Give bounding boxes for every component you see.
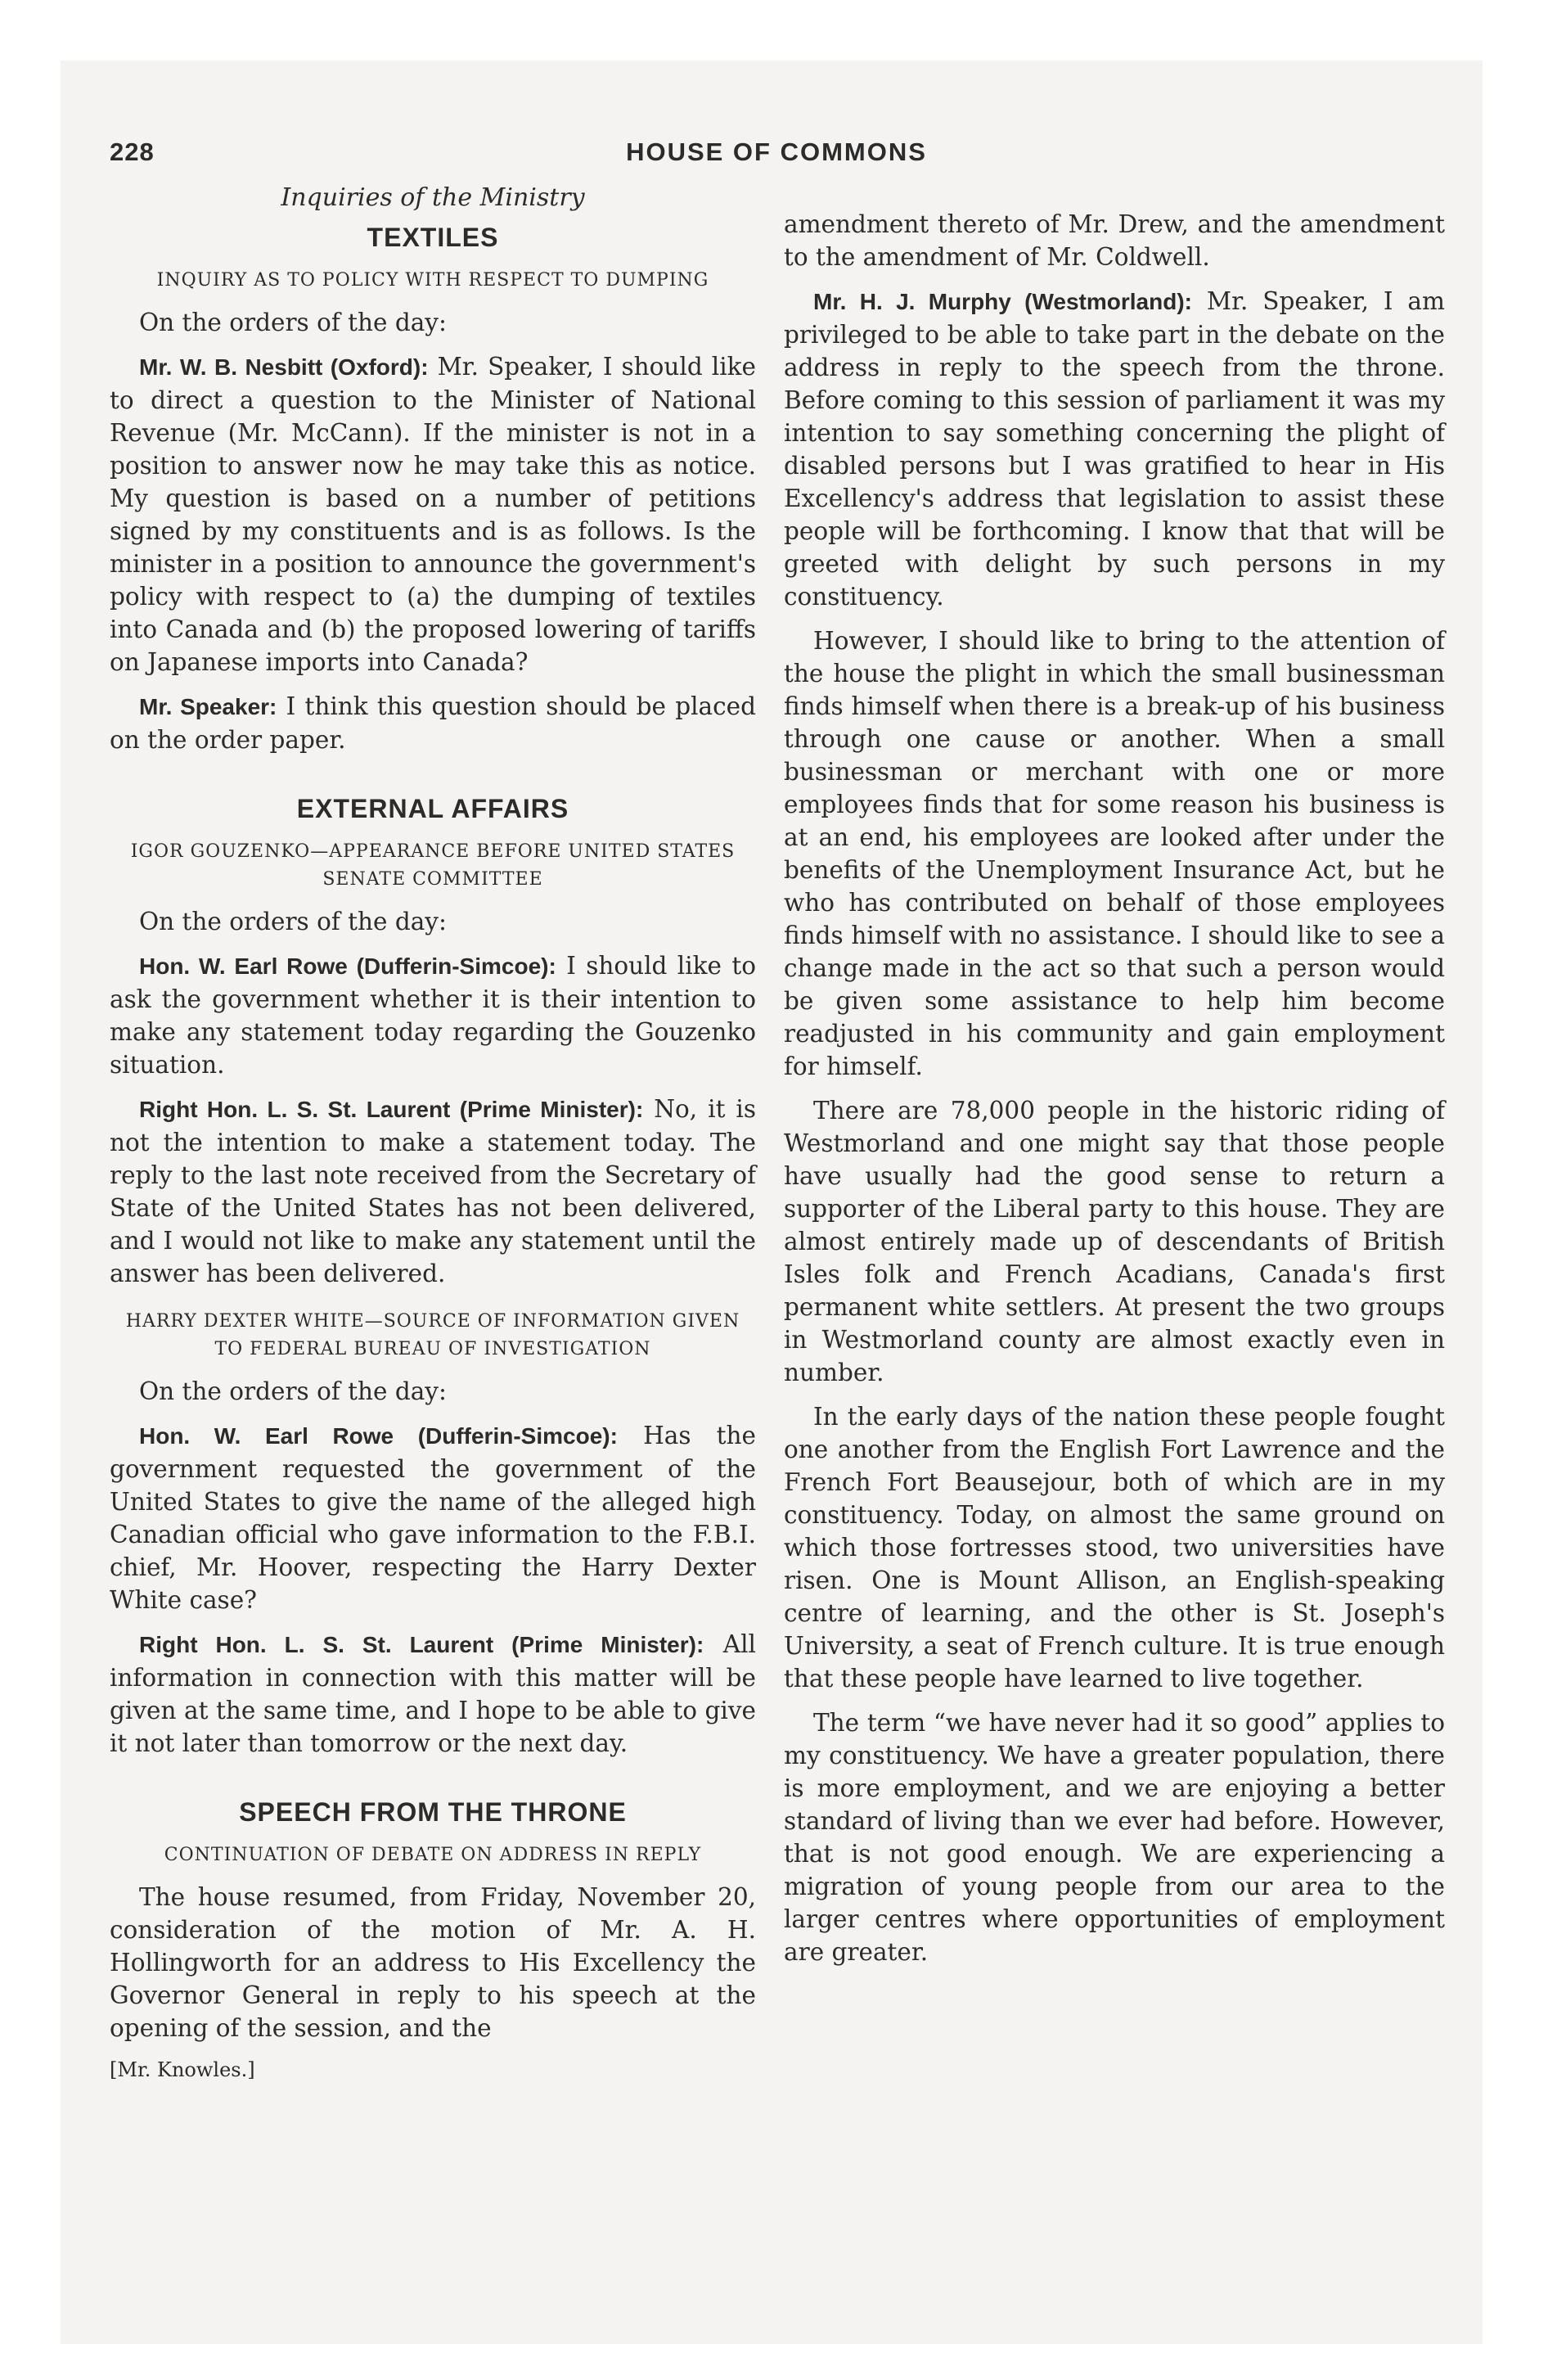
harry-dexter-white-subheading: HARRY DEXTER WHITE—SOURCE OF INFORMATION GIVEN TO FEDERAL BUREAU OF INVESTIGATION xyxy=(125,1311,740,1359)
footer-note: [Mr. Knowles.] xyxy=(110,2058,255,2081)
speaker-name: Mr. W. B. Nesbitt (Oxford): xyxy=(139,354,429,380)
speech-paragraph xyxy=(110,949,756,1081)
speech-paragraph xyxy=(784,285,1445,613)
speech-text: Mr. Speaker, I should like to direct a question to the Minister of National Revenue (Mr. McCann). If the minister is not in a position to answer now he may take this as notice. My question is based on a number of petitions signed by my constituents and is as follows. Is the minister in a position to announce the government's policy with respect to (a) the dumping of textiles into Canada and (b) the proposed lowering of tariffs on Japanese imports into Canada? xyxy=(110,353,756,676)
speaker-name: Right Hon. L. S. St. Laurent (Prime Minister): xyxy=(139,1097,644,1122)
orders-of-the-day: On the orders of the day: xyxy=(139,309,447,336)
speaker-name: Hon. W. Earl Rowe (Dufferin-Simcoe): xyxy=(139,953,556,979)
speech-paragraph xyxy=(110,1419,756,1616)
speech-paragraph xyxy=(110,350,756,678)
running-head: HOUSE OF COMMONS xyxy=(626,137,927,166)
speech-paragraph xyxy=(110,1093,756,1290)
page-number: 228 xyxy=(110,137,155,166)
external-affairs-heading: EXTERNAL AFFAIRS xyxy=(296,794,569,823)
speech-text: No, it is not the intention to make a statement today. The reply to the last note received from the Secretary of State of the United States has not been delivered, and I would not like to make any statement until the answer has been delivered. xyxy=(110,1095,756,1287)
throne-subheading: CONTINUATION OF DEBATE ON ADDRESS IN REPLY xyxy=(164,1845,702,1865)
textiles-heading: TEXTILES xyxy=(367,223,499,252)
speech-paragraph xyxy=(110,1628,756,1760)
inquiries-heading: Inquiries of the Ministry xyxy=(281,183,585,212)
gouzenko-subheading: IGOR GOUZENKO—APPEARANCE BEFORE UNITED STATES SENATE COMMITTEE xyxy=(130,841,736,890)
right-column xyxy=(784,208,1445,1968)
body-paragraph: However, I should like to bring to the attention of the house the plight in which the small businessman finds himself when there is a break-up of his business through one cause or another. When a small businessman or merchant with one or more employees finds that for some reason his business is at an end, his employees are looked after under the benefits of the Unemployment Insurance Act, but he who has contributed on behalf of those employees finds himself with no assistance. I should like to see a change made in the act so that such a person would be given some assistance to help him become readjusted in his community and gain employment for himself. xyxy=(784,627,1445,1080)
speaker-name: Right Hon. L. S. St. Laurent (Prime Minister): xyxy=(139,1632,704,1657)
speaker-name: Mr. Speaker: xyxy=(139,694,277,719)
speech-from-throne-heading: SPEECH FROM THE THRONE xyxy=(239,1797,627,1827)
debate-paragraph: The house resumed, from Friday, November 20, consideration of the motion of Mr. A. H. Hollingworth for an address to His Excellency the Governor General in reply to his speech at the opening of the session, and the xyxy=(110,1883,756,2042)
speech-text: I should like to ask the government whether it is their intention to make any statement today regarding the Gouzenko situation. xyxy=(110,952,757,1079)
page-header xyxy=(110,137,1443,174)
speech-paragraph xyxy=(110,690,756,756)
speaker-name: Mr. H. J. Murphy (Westmorland): xyxy=(813,289,1192,314)
body-paragraph: The term “we have never had it so good” applies to my constituency. We have a greater population, there is more employment, and we are enjoying a better standard of living than we ever had before. However, that is not good enough. We are experiencing a migration of young people from our area to the larger centres where opportunities of employment are greater. xyxy=(784,1709,1445,1966)
orders-of-the-day: On the orders of the day: xyxy=(139,1377,447,1405)
body-paragraph: There are 78,000 people in the historic riding of Westmorland and one might say that those people have usually had the good sense to return a supporter of the Liberal party to this house. They are almost entirely made up of descendants of British Isles folk and French Acadians, Canada's first permanent white settlers. At present the two groups in Westmorland county are almost exactly even in number. xyxy=(784,1097,1445,1386)
speech-text: I think this question should be placed on the order paper. xyxy=(110,692,756,754)
speaker-name: Hon. W. Earl Rowe (Dufferin-Simcoe): xyxy=(139,1423,618,1449)
left-column xyxy=(110,182,756,2084)
body-paragraph: In the early days of the nation these people fought one another from the English Fort Lawrence and the French Fort Beausejour, both of which are in my constituency. Today, on almost the same ground on which those fortresses stood, two universities have risen. One is Mount Allison, an English-speaking centre of learning, and the other is St. Joseph's University, a seat of French culture. It is true enough that these people have learned to live together. xyxy=(784,1403,1445,1693)
continuation-paragraph: amendment thereto of Mr. Drew, and the amendment to the amendment of Mr. Coldwell. xyxy=(784,210,1445,271)
speech-text: Has the government requested the government of the United States to give the name of the alleged high Canadian official who gave information to the F.B.I. chief, Mr. Hoover, respecting the Harry Dexter White case? xyxy=(110,1422,756,1614)
orders-of-the-day: On the orders of the day: xyxy=(139,908,447,935)
speech-text: All information in connection with this matter will be given at the same time, and I hope to be able to give it not later than tomorrow or the next day. xyxy=(110,1630,756,1757)
textiles-subheading: INQUIRY AS TO POLICY WITH RESPECT TO DUMPING xyxy=(156,270,709,291)
speech-text: Mr. Speaker, I am privileged to be able to take part in the debate on the address in reply to the speech from the throne. Before coming to this session of parliament it was my intention to say something concerning the plight of disabled persons but I was gratified to hear in His Excellency's address that legislation to assist these people will be forthcoming. I know that that will be greeted with delight by such persons in my constituency. xyxy=(784,287,1445,611)
